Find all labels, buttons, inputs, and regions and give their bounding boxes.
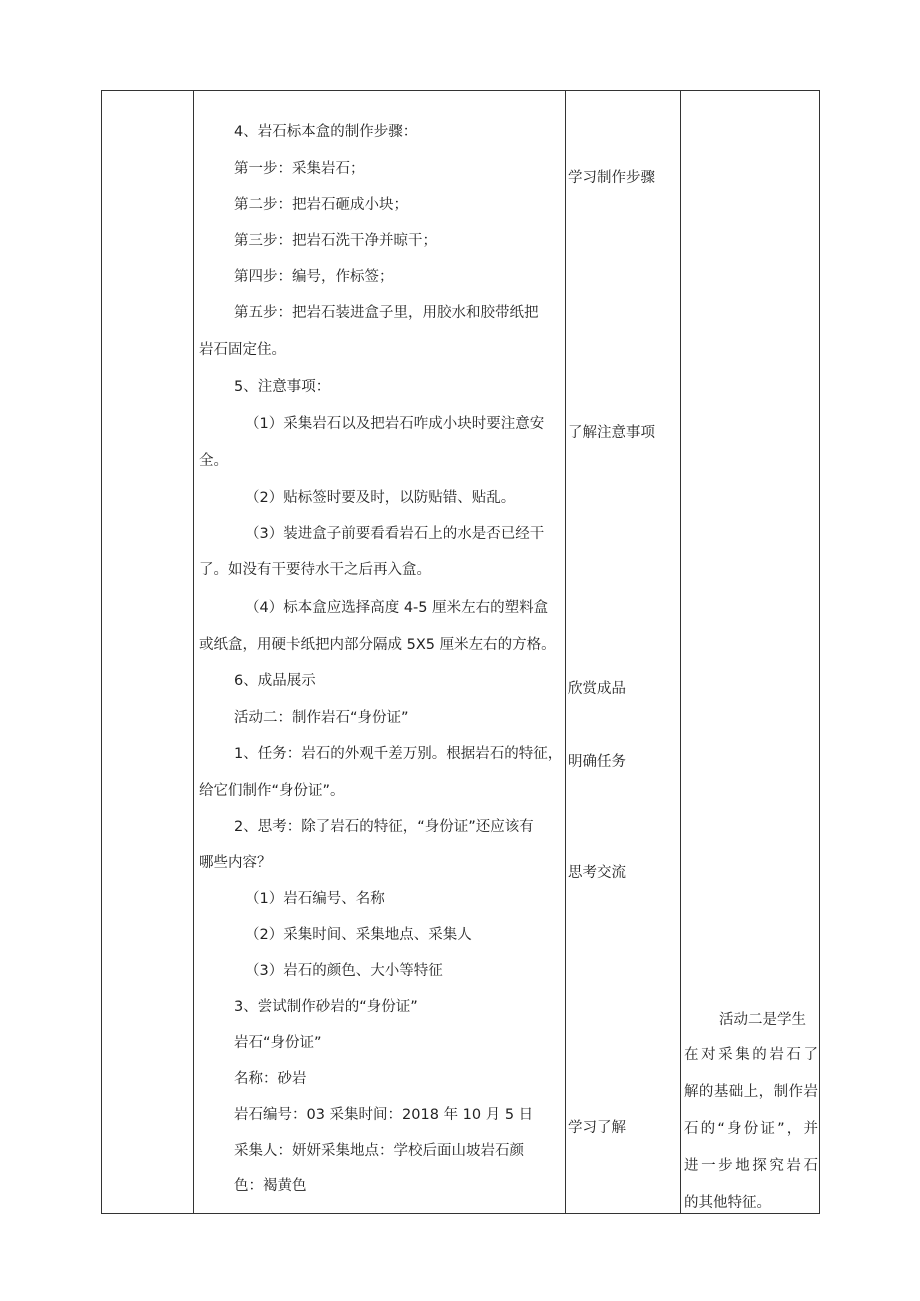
- content-line: 全。: [199, 453, 228, 469]
- content-line: 采集人：妍妍采集地点：学校后面山坡岩石颜: [234, 1143, 524, 1159]
- design-note-line: 活动二是学生: [719, 1012, 806, 1028]
- content-line: 6、成品展示: [234, 673, 316, 689]
- student-activity: 欣赏成品: [568, 681, 626, 697]
- content-line: 3、尝试制作砂岩的“身份证”: [234, 999, 418, 1015]
- table-border-left: [101, 90, 102, 1214]
- content-line: 2、思考：除了岩石的特征，“身份证”还应该有: [234, 819, 534, 835]
- content-line: （3）装进盒子前要看看岩石上的水是否已经干: [245, 526, 545, 542]
- content-line: 岩石“身份证”: [234, 1035, 322, 1051]
- content-line: 1、任务：岩石的外观千差万别。根据岩石的特征，: [234, 746, 563, 762]
- content-line: （1）采集岩石以及把岩石咋成小块时要注意安: [245, 416, 545, 432]
- content-line: 了。如没有干要待水干之后再入盒。: [199, 562, 431, 578]
- design-note-line: 进一步地探究岩石: [684, 1158, 818, 1174]
- content-line: 第一步：采集岩石；: [234, 161, 365, 177]
- student-activity: 学习了解: [568, 1120, 626, 1136]
- content-line: 5、注意事项：: [234, 379, 331, 395]
- design-note-line: 在对采集的岩石了: [684, 1047, 818, 1063]
- design-note-line: 的其他特征。: [684, 1195, 771, 1211]
- content-line: 第四步：编号，作标签；: [234, 269, 394, 285]
- table-divider-1: [193, 90, 194, 1214]
- student-activity: 明确任务: [568, 754, 626, 770]
- content-line: 第三步：把岩石洗干净并晾干；: [234, 233, 437, 249]
- content-line: 岩石固定住。: [199, 342, 286, 358]
- design-note-line: 石的“身份证”，并: [684, 1121, 818, 1137]
- content-line: 岩石编号：03 采集时间：2018 年 10 月 5 日: [234, 1107, 534, 1123]
- table-top-border: [101, 90, 820, 91]
- content-line: 色：褐黄色: [234, 1178, 307, 1194]
- table-divider-2: [565, 90, 566, 1214]
- table-border-right: [819, 90, 820, 1214]
- design-note-line: 解的基础上，制作岩: [684, 1084, 818, 1100]
- content-line: 第五步：把岩石装进盒子里，用胶水和胶带纸把: [234, 305, 539, 321]
- student-activity: 了解注意事项: [568, 425, 655, 441]
- content-line: 或纸盒，用硬卡纸把内部分隔成 5X5 厘米左右的方格。: [199, 637, 556, 653]
- content-line: 活动二：制作岩石“身份证”: [234, 710, 409, 726]
- content-line: 名称：砂岩: [234, 1071, 307, 1087]
- student-activity: 学习制作步骤: [568, 170, 655, 186]
- content-line: （3）岩石的颜色、大小等特征: [245, 963, 443, 979]
- content-line: 给它们制作“身份证”。: [199, 783, 345, 799]
- content-line: （2）采集时间、采集地点、采集人: [245, 927, 472, 943]
- content-line: （4）标本盒应选择高度 4-5 厘米左右的塑料盒: [245, 600, 549, 616]
- table-bottom-border: [101, 1213, 820, 1214]
- content-line: （2）贴标签时要及时，以防贴错、贴乱。: [245, 490, 516, 506]
- content-line: 4、岩石标本盒的制作步骤：: [234, 124, 418, 140]
- content-line: （1）岩石编号、名称: [245, 891, 385, 907]
- content-line: 第二步：把岩石砸成小块；: [234, 197, 408, 213]
- content-line: 哪些内容？: [199, 855, 272, 871]
- table-divider-3: [680, 90, 681, 1214]
- student-activity: 思考交流: [568, 865, 626, 881]
